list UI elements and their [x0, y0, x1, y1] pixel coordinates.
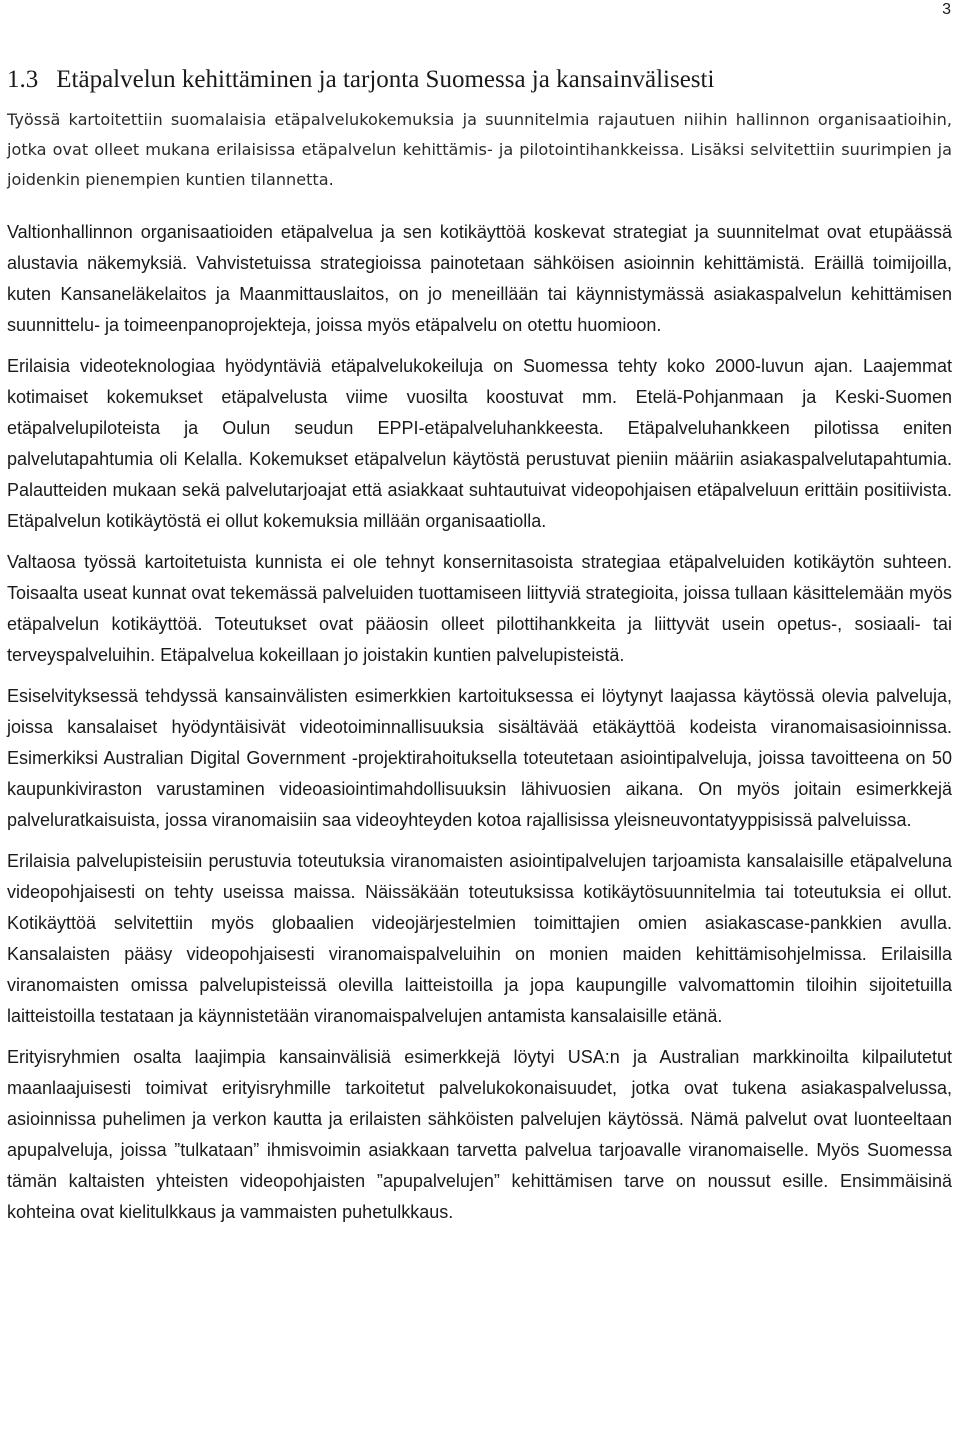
- section-title: Etäpalvelun kehittäminen ja tarjonta Suomessa ja kansainvälisesti: [56, 66, 715, 93]
- section-heading: [7, 64, 714, 96]
- paragraph-special-groups: Erityisryhmien osalta laajimpia kansainvälisiä esimerkkejä löytyi USA:n ja Australian markkinoilta kilpailutetut maanlaajuisesti toimivat erityisryhmille tarkoitetut palvelukokonaisuudet, jotka ovat tukena asiakaspalvelussa, asioinnissa puhelimen ja verkon kautta ja erilaisten sähköisten palvelujen käytössä. Nämä palvelut ovat luonteeltaan apupalveluja, joissa ”tulkataan” ihmisvoimin asiakkaan tarvetta palvelua tarjoavalle viranomaiselle. Myös Suomessa tämän kaltaisten yhteisten videopohjaisten ”apupalvelujen” kehittämisen tarve on noussut esille. Ensimmäisinä kohteina ovat kielitulkkaus ja vammaisten puhetulkkaus.: [7, 1047, 952, 1222]
- paragraph-service-points: Erilaisia palvelupisteisiin perustuvia toteutuksia viranomaisten asiointipalvelujen tarjoamista kansalaisille etäpalveluna videopohjaisesti on tehty useissa maissa. Näissäkään toteutuksissa kotikäytösuunnitelmia tai toteutuksia ei ollut. Kotikäyttöä selvitettiin myös globaalien videojärjestelmien toimittajien omien asiakascase-pankkien avulla. Kansalaisten pääsy videopohjaisesti viranomaispalveluihin on monien maiden kehittämisohjelmissa. Erilaisilla viranomaisten omissa palvelupisteissä olevilla laitteistoilla ja jopa kaupungille valvomattomin tiloihin sijoitetuilla laitteistoilla testataan ja käynnistetään viranomaispalvelujen antamista kansalaisille etänä.: [7, 851, 952, 1026]
- body-text: [7, 217, 952, 1238]
- paragraph-video-pilots: Erilaisia videoteknologiaa hyödyntäviä etäpalvelukokeiluja on Suomessa tehty koko 2000-luvun ajan. Laajemmat kotimaiset kokemukset etäpalvelusta viime vuosilta koostuvat mm. Etelä-Pohjanmaan ja Keski-Suomen etäpalvelupiloteista ja Oulun seudun EPPI-etäpalveluhankkeesta. Etäpalveluhankkeen pilotissa eniten palvelutapahtumia oli Kelalla. Kokemukset etäpalvelun käytöstä perustuvat pieniin määriin asiakaspalvelutapahtumia. Palautteiden mukaan sekä palvelutarjoajat että asiakkaat suhtautuivat videopohjaisen etäpalveluun erittäin positiivista. Etäpalvelun kotikäytöstä ei ollut kokemuksia millään organisaatiolla.: [7, 356, 952, 531]
- section-number: 1.3: [7, 66, 39, 93]
- paragraph-strategies: Valtionhallinnon organisaatioiden etäpalvelua ja sen kotikäyttöä koskevat strategiat ja suunnitelmat ovat etupäässä alustavia näkemyksiä. Vahvistetuissa strategioissa painotetaan sähköisen asioinnin kehittämistä. Eräillä toimijoilla, kuten Kansaneläkelaitos ja Maanmittauslaitos, on jo meneillään tai käynnistymässä asiakaspalvelun kehittämisen suunnittelu- ja toimeenpanoprojekteja, joissa myös etäpalvelu on otettu huomioon.: [7, 222, 952, 335]
- page-number: 3: [942, 1, 951, 18]
- paragraph-municipalities: Valtaosa työssä kartoitetuista kunnista ei ole tehnyt konsernitasoista strategiaa etäpalveluiden kotikäytön suhteen. Toisaalta useat kunnat ovat tekemässä palveluiden tuottamiseen liittyviä strategioita, joissa tullaan käsittelemään myös etäpalvelun kotikäyttöä. Toteutukset ovat pääosin olleet pilottihankkeita ja liittyvät usein opetus-, sosiaali- tai terveyspalveluihin. Etäpalvelua kokeillaan jo joistakin kuntien palvelupisteistä.: [7, 552, 952, 665]
- paragraph-international-survey: Esiselvityksessä tehdyssä kansainvälisten esimerkkien kartoituksessa ei löytynyt laajassa käytössä olevia palveluja, joissa kansalaiset hyödyntäisivät videotoiminnallisuuksia sisältävää etäkäyttöä kodeista viranomaisasioinnissa. Esimerkiksi Australian Digital Government -projektirahoituksella toteutetaan asiointipalveluja, joissa tavoitteena on 50 kaupunkiviraston varustaminen videoasiointimahdollisuuksin lähivuosien aikana. On myös joitain esimerkkejä palveluratkaisuista, jossa viranomaisiin saa videoyhteyden kotoa rajallisissa yleisneuvontatyyppisissä palveluissa.: [7, 686, 952, 830]
- intro-paragraph: Työssä kartoitettiin suomalaisia etäpalvelukokemuksia ja suunnitelmia rajautuen niihin hallinnon organisaatioihin, jotka ovat olleet mukana erilaisissa etäpalvelun kehittämis- ja pilotointihankkeissa. Lisäksi selvitettiin suurimpien ja joidenkin pienempien kuntien tilannetta.: [7, 110, 952, 189]
